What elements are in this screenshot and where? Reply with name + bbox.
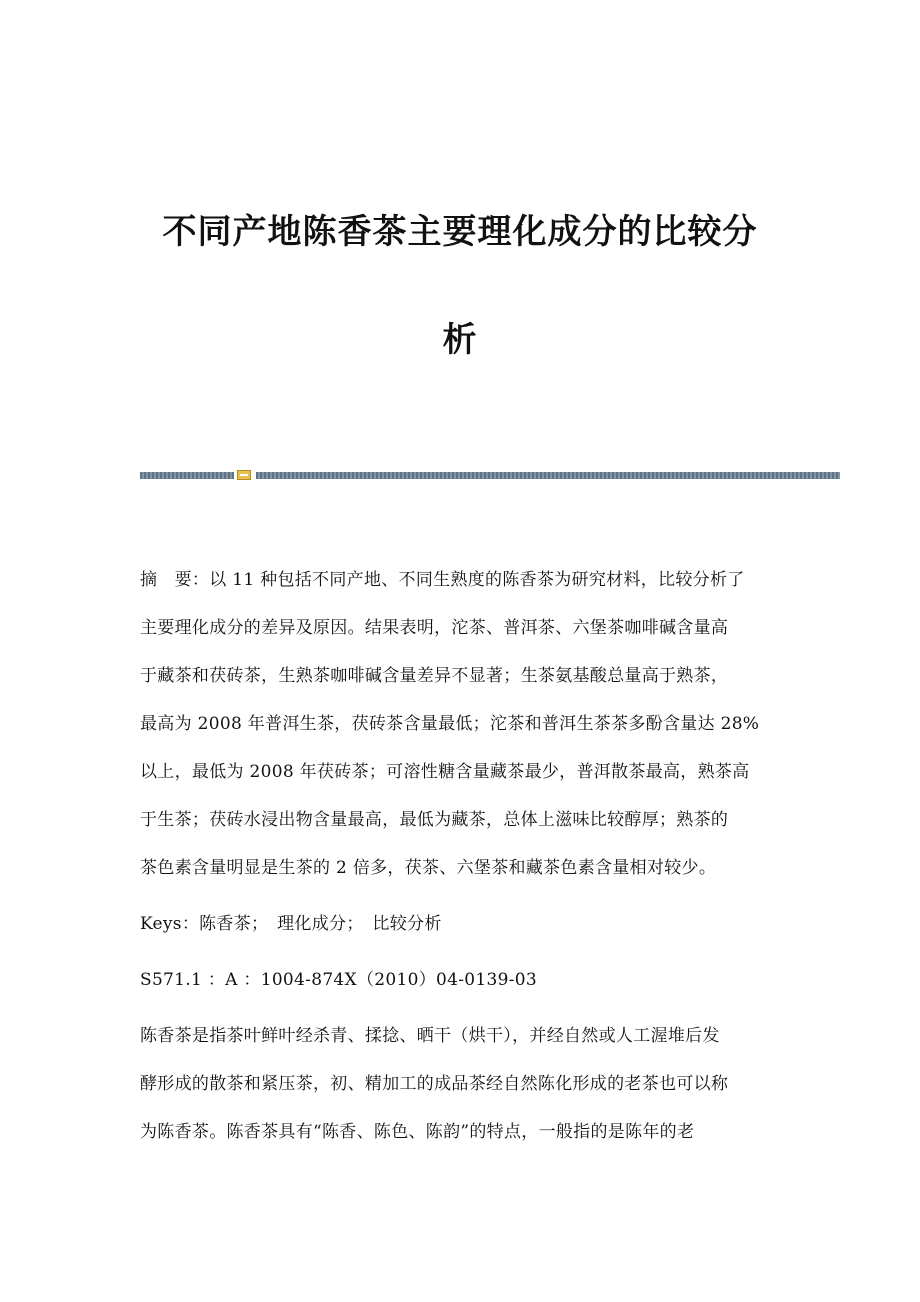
intro-line: 酵形成的散茶和紧压茶，初、精加工的成品茶经自然陈化形成的老茶也可以称 <box>140 1074 729 1094</box>
title-divider <box>140 470 840 480</box>
abstract-line: 最高为 2008 年普洱生茶，茯砖茶含量最低；沱茶和普洱生茶茶多酚含量达 28% <box>140 714 760 734</box>
abstract-line: 于藏茶和茯砖茶，生熟茶咖啡碱含量差异不显著；生茶氨基酸总量高于熟茶， <box>140 666 729 686</box>
keywords-text: Keys：陈香茶； 理化成分； 比较分析 <box>140 914 442 934</box>
introduction-paragraph <box>140 1012 780 1156</box>
keywords-line <box>140 900 780 948</box>
divider-bar-right <box>256 472 840 479</box>
document-title-line-1: 不同产地陈香茶主要理化成分的比较分 <box>162 212 758 252</box>
abstract-line: 茶色素含量明显是生茶的 2 倍多，茯茶、六堡茶和藏茶色素含量相对较少。 <box>140 858 717 878</box>
envelope-icon <box>237 470 251 480</box>
document-title-line-2: 析 <box>442 320 478 360</box>
abstract-paragraph <box>140 556 780 892</box>
abstract-line: 以上，最低为 2008 年茯砖茶；可溶性糖含量藏茶最少，普洱散茶最高，熟茶高 <box>140 762 750 782</box>
classification-text: S571.1 ：A ：1004-874X（2010）04-0139-03 <box>140 970 538 990</box>
classification-line <box>140 956 780 1004</box>
abstract-line: 摘 要：以 11 种包括不同产地、不同生熟度的陈香茶为研究材料，比较分析了 <box>140 570 745 590</box>
intro-line: 陈香茶是指茶叶鲜叶经杀青、揉捻、晒干（烘干），并经自然或人工渥堆后发 <box>140 1026 720 1046</box>
intro-line: 为陈香茶。陈香茶具有“陈香、陈色、陈韵”的特点，一般指的是陈年的老 <box>140 1122 695 1142</box>
abstract-line: 主要理化成分的差异及原因。结果表明，沱茶、普洱茶、六堡茶咖啡碱含量高 <box>140 618 729 638</box>
abstract-line: 于生茶；茯砖水浸出物含量最高，最低为藏茶，总体上滋味比较醇厚；熟茶的 <box>140 810 729 830</box>
divider-bar-left <box>140 472 234 479</box>
